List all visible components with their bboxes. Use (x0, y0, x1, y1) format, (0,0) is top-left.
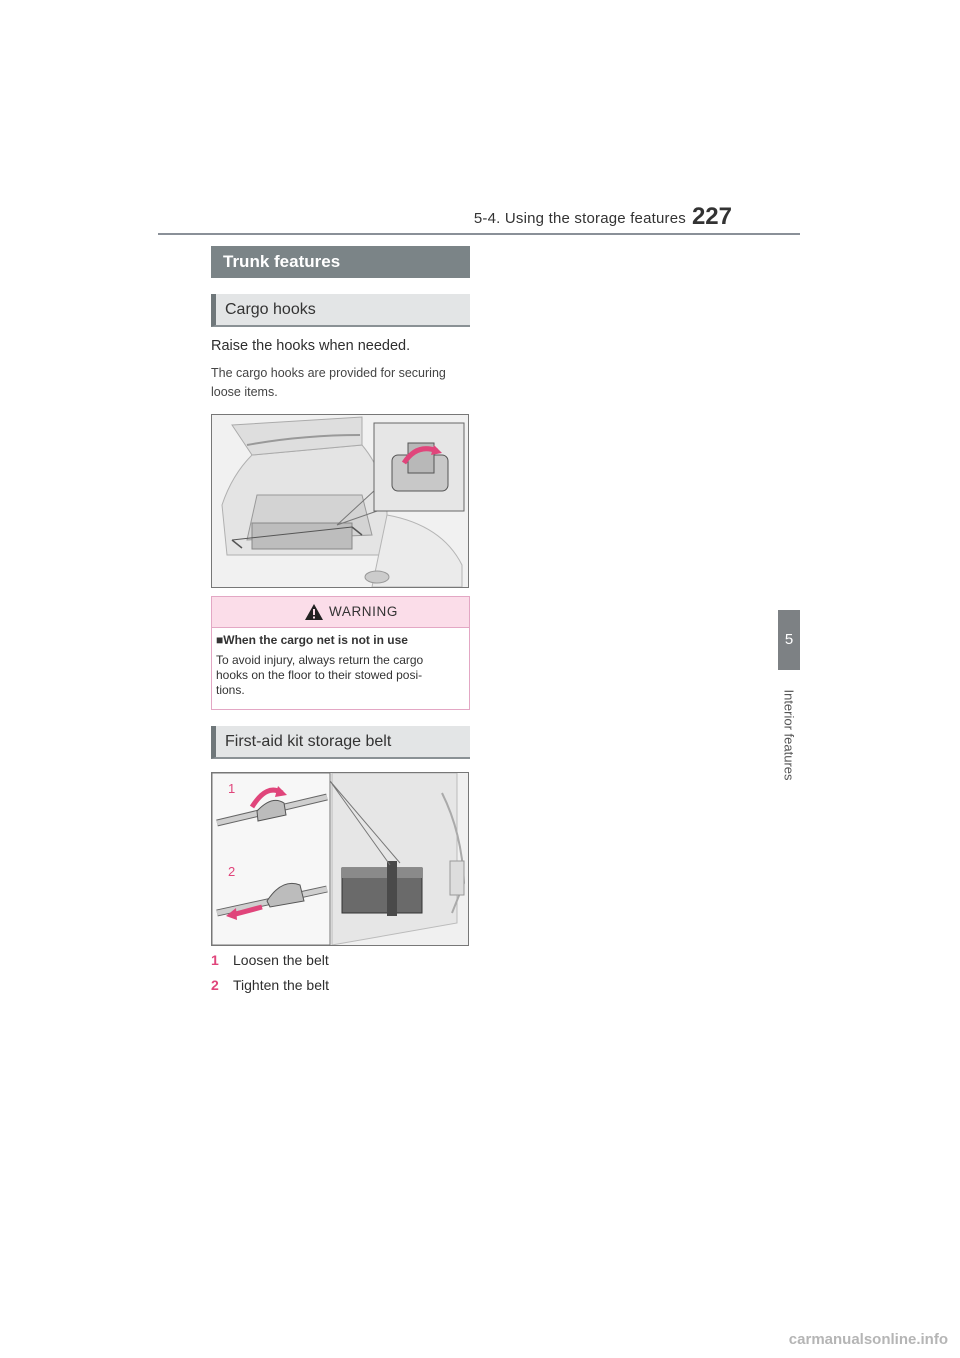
warning-line: hooks on the floor to their stowed posi- (216, 668, 423, 682)
chapter-label (771, 680, 807, 790)
note-line: The cargo hooks are provided for securing (211, 366, 446, 380)
warning-body (216, 653, 461, 698)
cargo-hooks-intro: Raise the hooks when needed. (211, 338, 411, 354)
chapter-label-text: Interior features (781, 689, 797, 781)
chapter-tab: 5 (778, 610, 800, 670)
warning-line: To avoid injury, always return the cargo (216, 653, 424, 667)
first-aid-illustration (211, 772, 469, 946)
warning-subheading: ■When the cargo net is not in use (216, 633, 408, 647)
step-item (211, 952, 329, 968)
first-aid-heading: First-aid kit storage belt (211, 726, 470, 759)
note-line: loose items. (211, 385, 278, 399)
cargo-hooks-note (211, 364, 469, 402)
main-heading: Trunk features (211, 246, 470, 278)
header-rule (158, 233, 800, 235)
cargo-hooks-heading: Cargo hooks (211, 294, 470, 327)
step-number: 2 (211, 977, 219, 993)
section-title: 5-4. Using the storage features (473, 210, 686, 227)
step-number: 1 (211, 952, 219, 968)
page-header (158, 200, 800, 236)
warning-icon (304, 603, 324, 621)
page-number: 227 (691, 203, 732, 230)
step-text: Tighten the belt (233, 977, 329, 993)
step-text: Loosen the belt (233, 952, 329, 968)
cargo-hooks-illustration (211, 414, 469, 588)
step-item (211, 977, 329, 993)
warning-box (211, 596, 470, 710)
warning-line: tions. (216, 683, 245, 697)
figure-label-2: 2 (228, 864, 236, 879)
watermark: carmanualsonline.info (788, 1331, 948, 1348)
warning-header (212, 597, 469, 628)
figure-label-1: 1 (228, 781, 236, 796)
warning-title: WARNING (329, 604, 398, 619)
